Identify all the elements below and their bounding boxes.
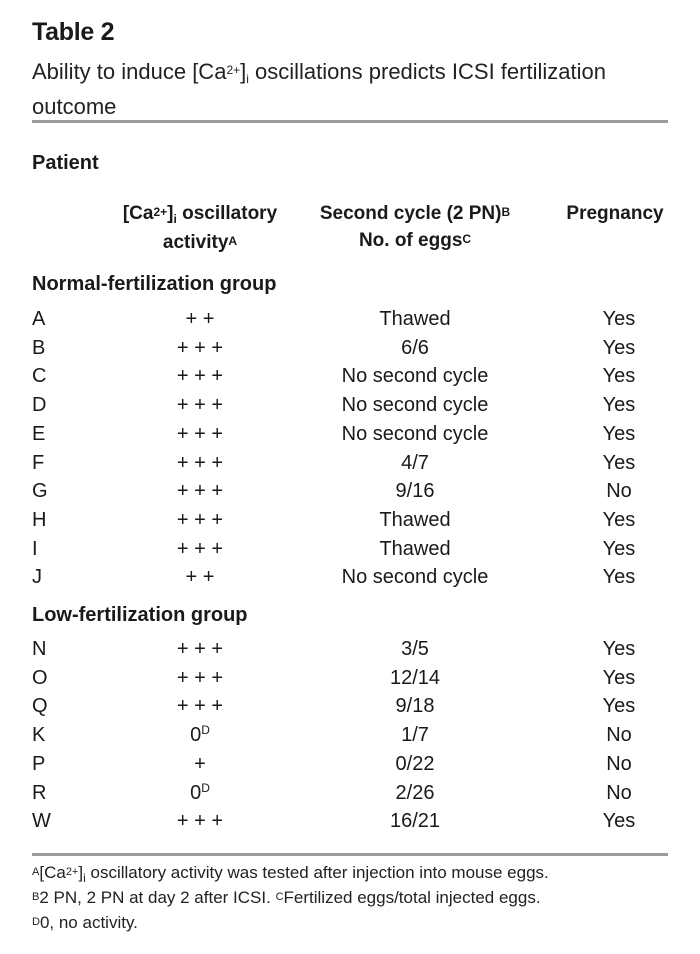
- table-row: [0, 753, 700, 782]
- group-header-normal: Normal-fertilization group: [32, 273, 277, 295]
- second-cycle-cell: 4/7: [401, 451, 429, 474]
- patient-cell: A: [32, 308, 46, 330]
- patient-cell: O: [32, 666, 48, 689]
- pregnancy-cell: Yes: [602, 566, 636, 589]
- table-row: [0, 480, 700, 509]
- pregnancy-cell: Yes: [602, 638, 636, 660]
- second-cycle-cell: 16/21: [389, 810, 441, 833]
- second-cycle-cell: 2/26: [395, 781, 435, 804]
- pregnancy-cell: No: [606, 752, 632, 775]
- pregnancy-cell: No: [606, 781, 632, 804]
- table-row: [0, 394, 700, 423]
- table-row: [0, 810, 700, 839]
- oscillatory-activity-header: $[Ca^{2+}]_i$ oscillatory activity$^A$: [122, 203, 278, 253]
- oscillatory-activity-cell: + + +: [176, 638, 224, 660]
- second-cycle-cell: 12/14: [389, 666, 441, 689]
- table-row: [0, 423, 700, 452]
- table-row: [0, 538, 700, 567]
- second-cycle-cell: No second cycle: [341, 365, 489, 388]
- pregnancy-cell: Yes: [602, 695, 636, 718]
- patient-cell: B: [32, 336, 46, 359]
- second-cycle-cell: No second cycle: [341, 422, 489, 445]
- pregnancy-cell: Yes: [602, 336, 636, 359]
- table-row: [0, 365, 700, 394]
- pregnancy-cell: No: [606, 724, 632, 747]
- oscillatory-activity-cell: $0^D$: [190, 723, 210, 747]
- second-cycle-cell: 6/6: [401, 336, 429, 359]
- group-header-low: Low-fertilization group: [32, 604, 248, 626]
- pregnancy-cell: Yes: [602, 508, 636, 531]
- footnote-a: $^A[Ca^{2+}]_i$ oscillatory activity was tested after injection into mouse eggs.: [32, 863, 549, 885]
- table-row: [0, 308, 700, 337]
- oscillatory-activity-cell: + + +: [176, 537, 224, 560]
- second-cycle-cell: Thawed: [379, 508, 451, 531]
- oscillatory-activity-cell: + + +: [176, 480, 224, 503]
- second-cycle-cell: 3/5: [401, 638, 429, 660]
- oscillatory-activity-cell: + + +: [176, 666, 224, 689]
- oscillatory-activity-cell: + + +: [176, 422, 224, 445]
- patient-cell: N: [32, 638, 47, 660]
- footnote-b-c: $^B$2 PN, 2 PN at day 2 after ICSI. $^C$Fertilized eggs/total injected eggs.: [32, 888, 541, 907]
- table-row: [0, 667, 700, 696]
- table-title: Table 2: [32, 18, 115, 46]
- pregnancy-cell: Yes: [602, 308, 636, 330]
- patient-cell: G: [32, 480, 48, 503]
- footnote-d: $^D$0, no activity.: [32, 913, 138, 932]
- pregnancy-header: Pregnancy: [566, 203, 664, 224]
- patient-cell: I: [32, 537, 38, 560]
- second-cycle-cell: No second cycle: [341, 566, 489, 589]
- second-cycle-cell: No second cycle: [341, 394, 489, 417]
- second-cycle-cell: 9/18: [395, 695, 435, 718]
- table-row: [0, 509, 700, 538]
- patient-header: Patient: [32, 152, 99, 174]
- patient-cell: C: [32, 365, 47, 388]
- table-row: [0, 782, 700, 811]
- second-cycle-header: Second cycle (2 PN)$^B$ No. of eggs$^C$: [319, 203, 511, 251]
- table-row: [0, 724, 700, 753]
- pregnancy-cell: No: [606, 480, 632, 503]
- pregnancy-cell: Yes: [602, 422, 636, 445]
- second-cycle-cell: 9/16: [395, 480, 435, 503]
- oscillatory-activity-cell: $0^D$: [190, 780, 210, 804]
- table-row: [0, 638, 700, 667]
- oscillatory-activity-cell: + + +: [176, 394, 224, 417]
- patient-cell: W: [32, 810, 51, 833]
- oscillatory-activity-cell: +: [194, 752, 206, 775]
- second-cycle-cell: Thawed: [379, 537, 451, 560]
- patient-cell: F: [32, 451, 45, 474]
- patient-cell: Q: [32, 695, 48, 718]
- top-rule: [32, 120, 668, 123]
- oscillatory-activity-cell: + + +: [176, 451, 224, 474]
- pregnancy-cell: Yes: [602, 365, 636, 388]
- oscillatory-activity-cell: + + +: [176, 336, 224, 359]
- oscillatory-activity-cell: + + +: [176, 810, 224, 833]
- table-row: [0, 337, 700, 366]
- pregnancy-cell: Yes: [602, 451, 636, 474]
- oscillatory-activity-cell: + +: [185, 566, 215, 589]
- table-subtitle: Ability to induce $[Ca^{2+}]_i$ oscillations predicts ICSI fertilization outcome: [32, 59, 606, 119]
- second-cycle-cell: 1/7: [401, 724, 429, 747]
- patient-cell: H: [32, 508, 47, 531]
- table-row: [0, 452, 700, 481]
- table-row: [0, 566, 700, 595]
- oscillatory-activity-cell: + +: [185, 308, 215, 330]
- second-cycle-cell: Thawed: [379, 308, 451, 330]
- second-cycle-cell: 0/22: [395, 752, 435, 775]
- table-row: [0, 695, 700, 724]
- oscillatory-activity-cell: + + +: [176, 695, 224, 718]
- pregnancy-cell: Yes: [602, 666, 636, 689]
- patient-cell: E: [32, 422, 46, 445]
- patient-cell: P: [32, 752, 46, 775]
- bottom-rule: [32, 853, 668, 856]
- oscillatory-activity-cell: + + +: [176, 508, 224, 531]
- patient-cell: D: [32, 394, 47, 417]
- pregnancy-cell: Yes: [602, 810, 636, 833]
- patient-cell: J: [32, 566, 42, 589]
- pregnancy-cell: Yes: [602, 537, 636, 560]
- oscillatory-activity-cell: + + +: [176, 365, 224, 388]
- patient-cell: K: [32, 724, 46, 747]
- pregnancy-cell: Yes: [602, 394, 636, 417]
- patient-cell: R: [32, 781, 47, 804]
